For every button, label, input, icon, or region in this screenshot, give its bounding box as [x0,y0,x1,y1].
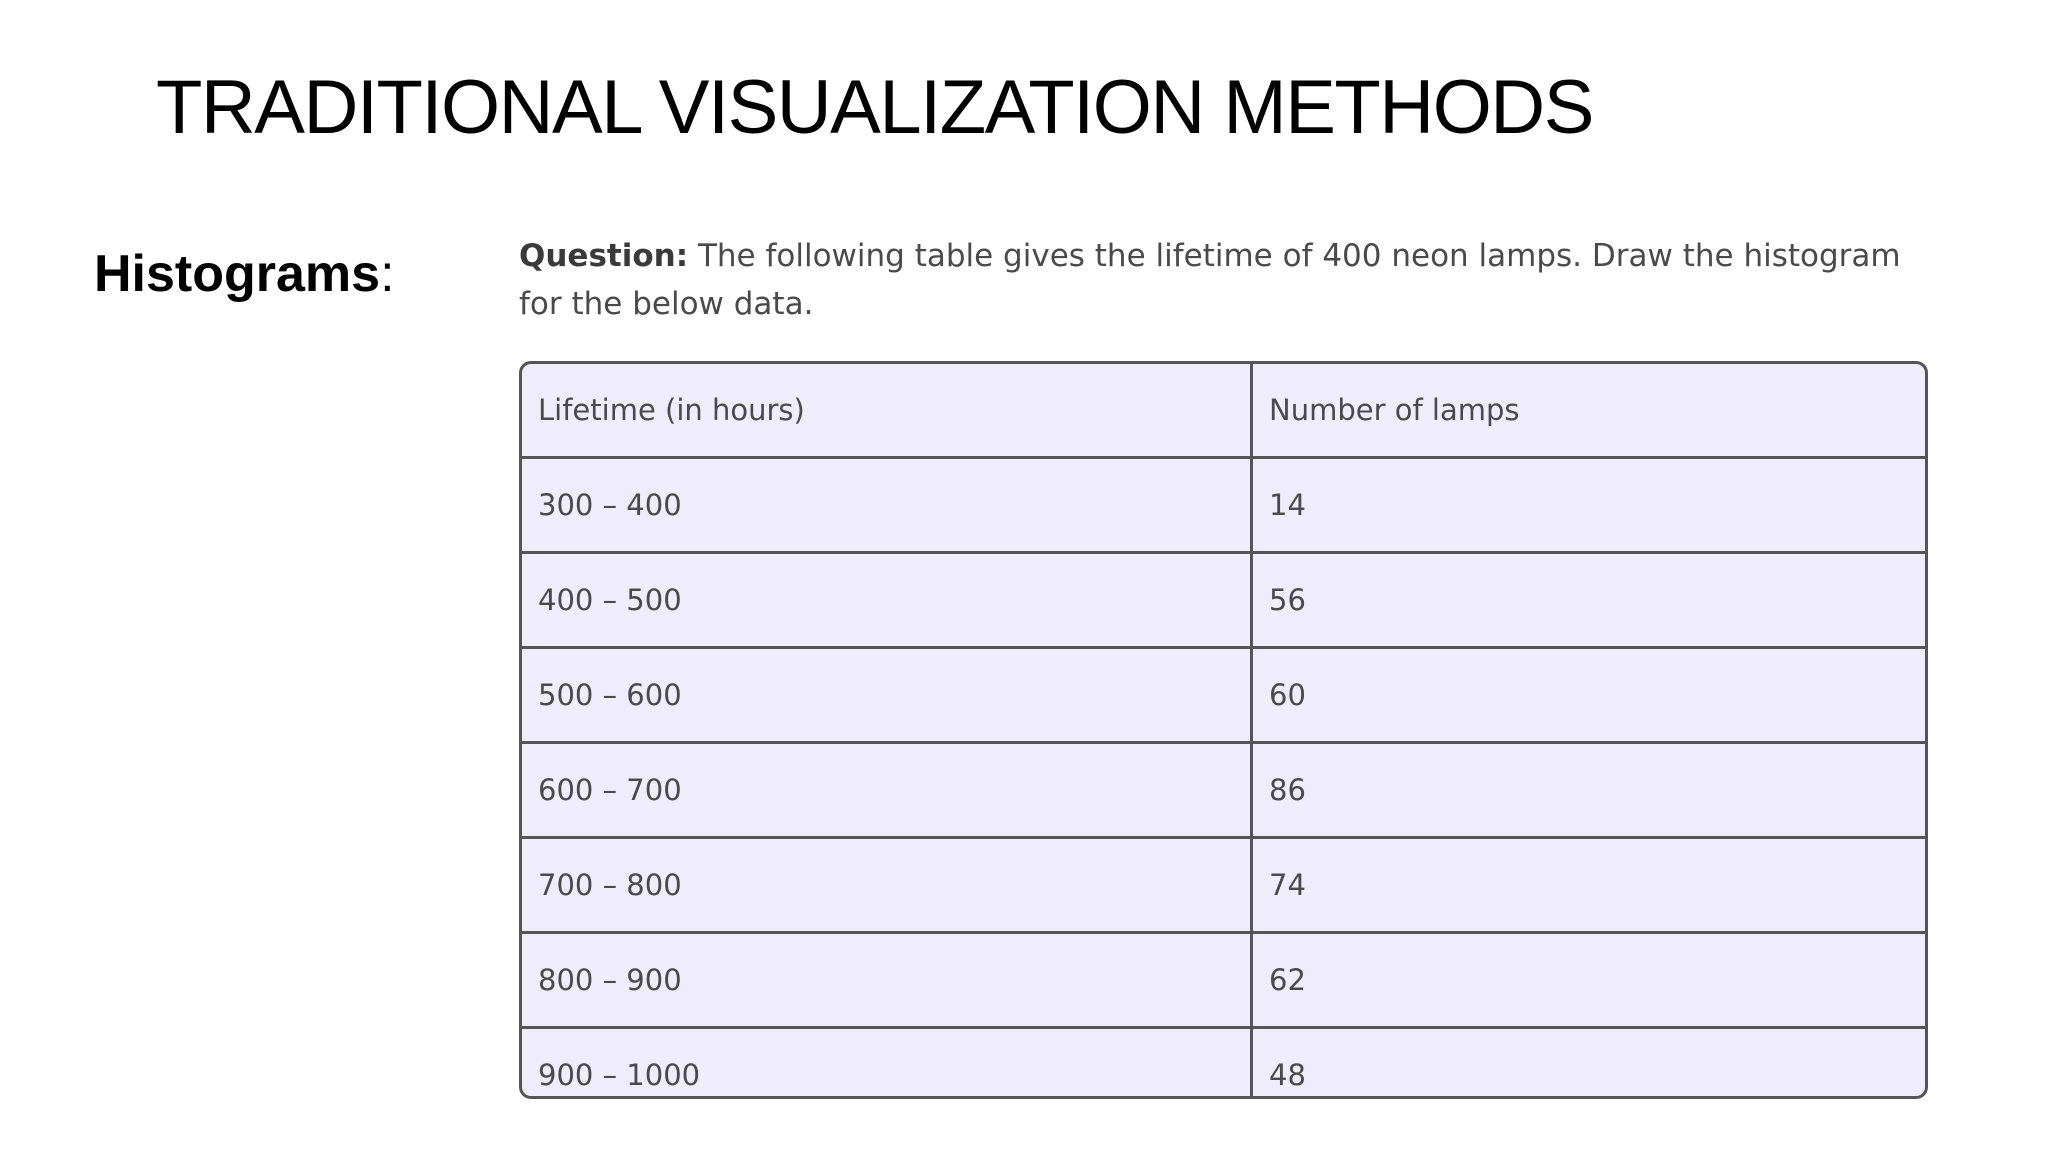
slide-title: TRADITIONAL VISUALIZATION METHODS [156,65,1593,150]
lifetime-cell: 700 – 800 [522,838,1252,933]
lifetime-cell: 500 – 600 [522,648,1252,743]
data-table [522,364,1925,1099]
section-heading-colon: : [380,245,395,303]
question-text [519,232,1939,328]
header-number-of-lamps: Number of lamps [1252,364,1926,458]
question-label: Question: [519,238,689,274]
table-row [522,838,1925,933]
lifetime-cell: 300 – 400 [522,458,1252,553]
table-row [522,743,1925,838]
count-cell: 60 [1252,648,1926,743]
table-header-row [522,364,1925,458]
lifetime-cell: 900 – 1000 [522,1028,1252,1100]
table-row [522,553,1925,648]
count-cell: 14 [1252,458,1926,553]
table-row [522,458,1925,553]
table-row [522,648,1925,743]
table-row [522,1028,1925,1100]
lifetime-cell: 600 – 700 [522,743,1252,838]
lifetime-cell: 800 – 900 [522,933,1252,1028]
question-body: The following table gives the lifetime of 400 neon lamps. Draw the histogram for the below data. [519,238,1901,322]
header-lifetime: Lifetime (in hours) [522,364,1252,458]
count-cell: 74 [1252,838,1926,933]
section-heading [94,244,395,304]
lifetime-cell: 400 – 500 [522,553,1252,648]
count-cell: 86 [1252,743,1926,838]
table-row [522,933,1925,1028]
count-cell: 48 [1252,1028,1926,1100]
count-cell: 56 [1252,553,1926,648]
count-cell: 62 [1252,933,1926,1028]
section-heading-label: Histograms [94,245,381,303]
lamp-lifetime-table [519,361,1928,1099]
